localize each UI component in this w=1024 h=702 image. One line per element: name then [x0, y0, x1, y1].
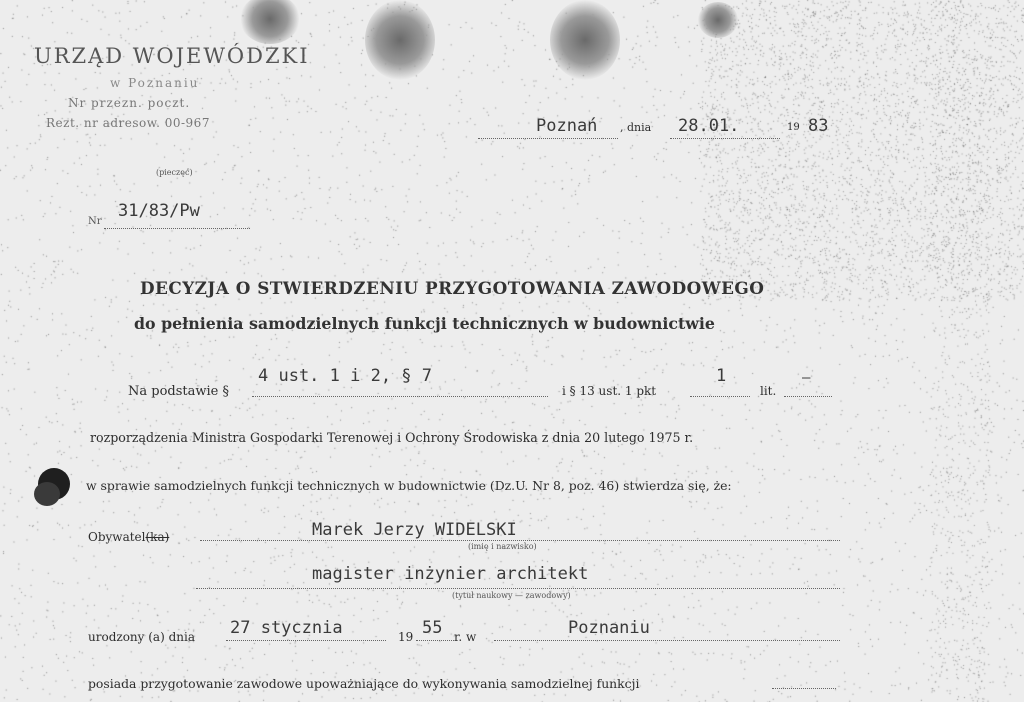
- date-label: , dnia: [620, 121, 652, 134]
- born-in-label: r. w: [454, 630, 477, 644]
- paragraph-13: i § 13 ust. 1 pkt: [562, 384, 657, 398]
- number-underline: [104, 228, 250, 229]
- pkt-underline: [690, 396, 750, 397]
- ink-blot: [365, 0, 435, 80]
- regulation-subject-line: w sprawie samodzielnych funkcji technicznych w budownictwie (Dz.U. Nr 8, poz. 46) stwierdza się, że:: [86, 478, 732, 493]
- basis-label: Na podstawie §: [128, 384, 229, 399]
- year-value: 83: [808, 116, 829, 136]
- stamp-caption: (pieczęć): [156, 168, 193, 177]
- year-prefix: 19: [787, 122, 800, 133]
- date-underline: [670, 138, 780, 139]
- born-year-underline: [416, 640, 454, 641]
- basis-value: 4 ust. 1 i 2, § 7: [258, 366, 432, 386]
- document-subtitle: do pełnienia samodzielnych funkcji technicznych w budownictwie: [134, 314, 715, 333]
- title-underline: [196, 588, 840, 589]
- born-year: 55: [422, 618, 443, 638]
- document-title: DECYZJA O STWIERDZENIU PRZYGOTOWANIA ZAWODOWEGO: [140, 278, 765, 298]
- citizen-label-text: Obywatel: [88, 530, 146, 544]
- citizen-name: Marek Jerzy WIDELSKI: [312, 520, 517, 540]
- punch-hole-shadow: [34, 482, 60, 506]
- born-date-underline: [226, 640, 386, 641]
- function-underline: [772, 688, 836, 689]
- stamp-line-office: URZĄD WOJEWÓDZKI: [34, 44, 310, 68]
- citizen-label: [88, 530, 169, 544]
- number-label: Nr: [88, 216, 102, 227]
- date-value: 28.01.: [678, 116, 740, 136]
- number-value: 31/83/Pw: [118, 201, 200, 221]
- lit-underline: [784, 396, 832, 397]
- regulation-line: rozporządzenia Ministra Gospodarki Terenowej i Ochrony Środowiska z dnia 20 lutego 1975 r.: [90, 430, 694, 445]
- lit-value: —: [802, 370, 811, 386]
- born-label: urodzony (a) dnia: [88, 630, 195, 644]
- stamp-line-city: w Poznaniu: [110, 76, 200, 90]
- ink-blot: [698, 2, 738, 38]
- stamp-line-address: Rezt. nr adresow. 00-967: [46, 116, 210, 130]
- date-city-underline: [478, 138, 618, 139]
- qualification-line: posiada przygotowanie zawodowe upoważniające do wykonywania samodzielnej funkcji: [88, 676, 640, 691]
- basis-underline: [252, 396, 548, 397]
- born-place: Poznaniu: [568, 618, 650, 638]
- pkt-value: 1: [716, 366, 727, 386]
- stamp-line-number: Nr przezn. poczt.: [68, 96, 191, 110]
- born-date: 27 stycznia: [230, 618, 343, 638]
- title-caption: (tytuł naukowy — zawodowy): [452, 591, 571, 600]
- citizen-professional-title: magister inżynier architekt: [312, 564, 589, 584]
- lit-label: lit.: [760, 384, 777, 398]
- ink-blot: [550, 0, 620, 80]
- name-underline: [200, 540, 840, 541]
- born-year-prefix: 19: [398, 630, 414, 644]
- citizen-label-struck: (ka): [145, 530, 170, 544]
- date-city: Poznań: [536, 116, 598, 136]
- born-place-underline: [494, 640, 840, 641]
- name-caption: (imię i nazwisko): [468, 542, 537, 551]
